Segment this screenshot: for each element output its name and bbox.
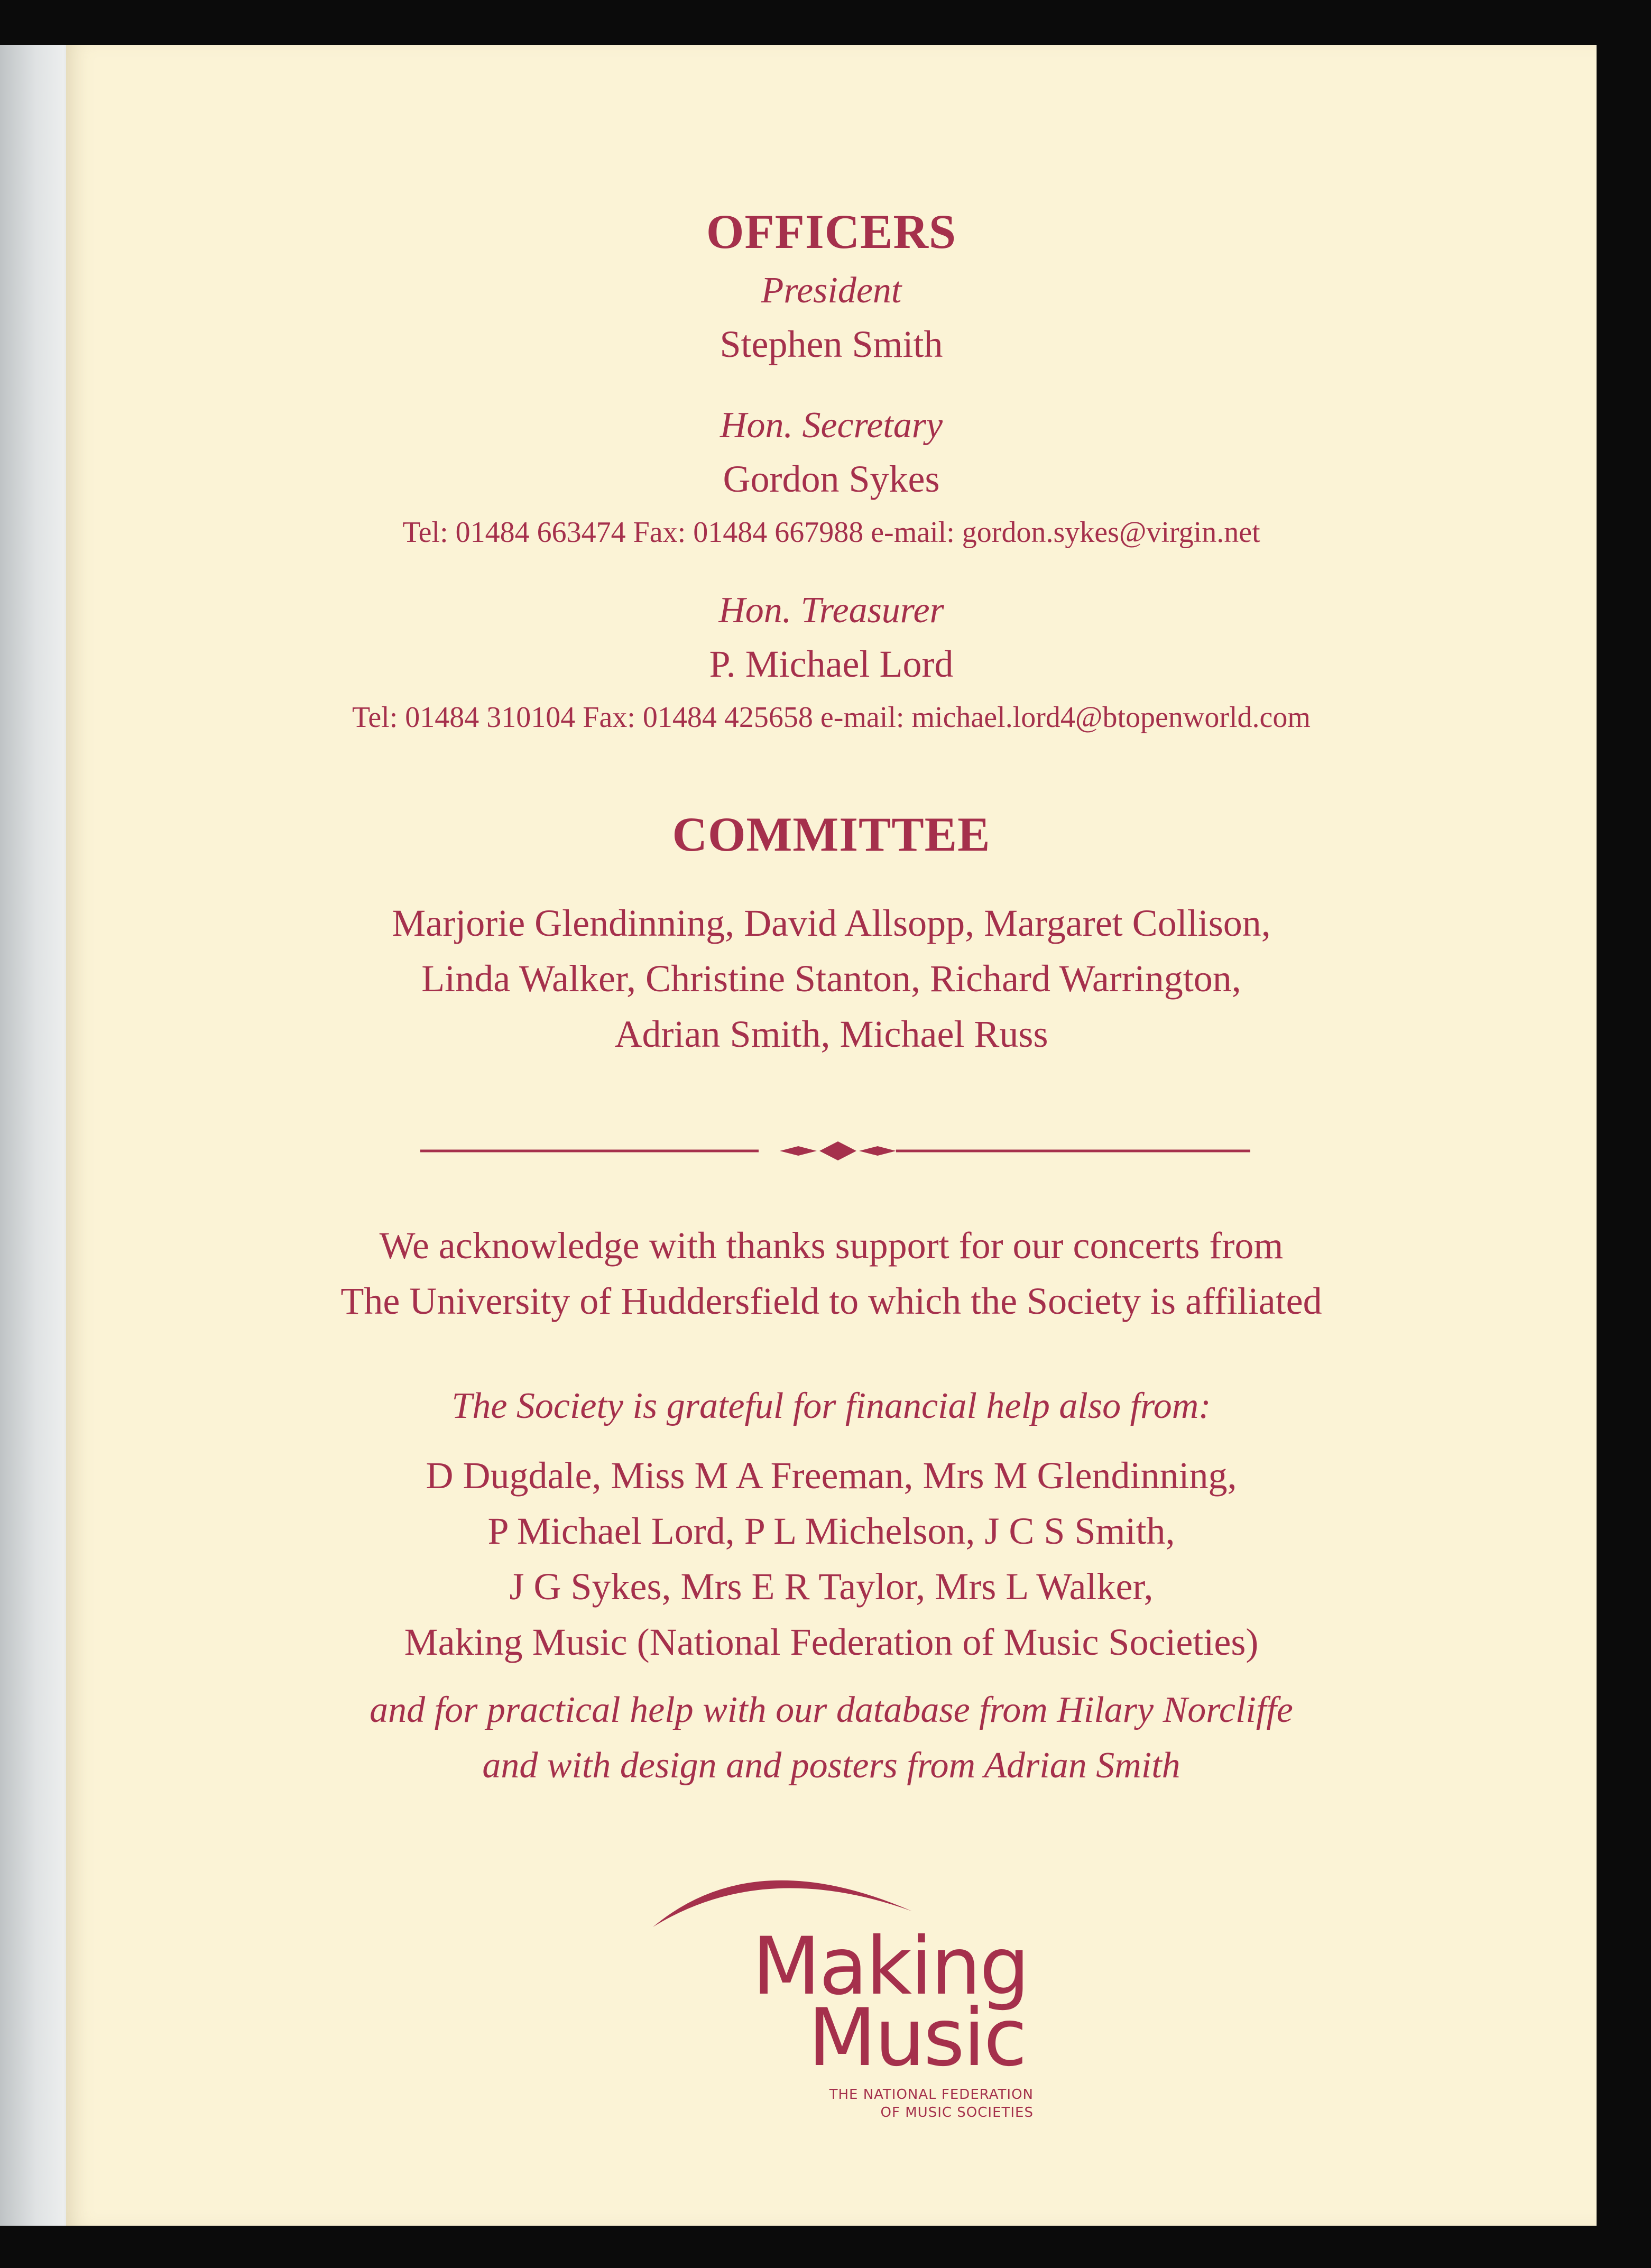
financial-help-intro: The Society is grateful for financial help also from: bbox=[451, 1386, 1211, 1426]
secretary-name: Gordon Sykes bbox=[723, 458, 940, 500]
committee-heading: COMMITTEE bbox=[672, 807, 991, 861]
ornamental-divider bbox=[420, 1140, 1319, 1161]
officers-heading: OFFICERS bbox=[706, 205, 957, 259]
logo-word-making: Making bbox=[752, 1921, 1028, 2013]
practical-help-line: and with design and posters from Adrian Smith bbox=[482, 1745, 1180, 1786]
secretary-contact: Tel: 01484 663474 Fax: 01484 667988 e-mail: gordon.sykes@virgin.net bbox=[402, 516, 1260, 549]
secretary-role: Hon. Secretary bbox=[720, 405, 943, 446]
committee-line: Adrian Smith, Michael Russ bbox=[614, 1013, 1048, 1055]
treasurer-role: Hon. Treasurer bbox=[718, 590, 944, 631]
treasurer-contact: Tel: 01484 310104 Fax: 01484 425658 e-mail: michael.lord4@btopenworld.com bbox=[352, 701, 1311, 734]
donor-line: D Dugdale, Miss M A Freeman, Mrs M Glendinning, bbox=[426, 1454, 1237, 1497]
donor-line: Making Music (National Federation of Music Societies) bbox=[404, 1621, 1259, 1663]
treasurer-name: P. Michael Lord bbox=[709, 643, 954, 685]
donor-line: J G Sykes, Mrs E R Taylor, Mrs L Walker, bbox=[509, 1565, 1154, 1608]
practical-help-line: and for practical help with our database from Hilary Norcliffe bbox=[370, 1690, 1293, 1730]
acknowledgement-line: The University of Huddersfield to which the Society is affiliated bbox=[340, 1280, 1322, 1322]
committee-line: Linda Walker, Christine Stanton, Richard Warrington, bbox=[421, 957, 1241, 1000]
committee-line: Marjorie Glendinning, David Allsopp, Margaret Collison, bbox=[392, 902, 1271, 944]
logo-subtitle-line: OF MUSIC SOCIETIES bbox=[880, 2105, 1034, 2121]
logo-subtitle-line: THE NATIONAL FEDERATION bbox=[829, 2087, 1034, 2103]
president-role: President bbox=[761, 270, 902, 311]
donor-line: P Michael Lord, P L Michelson, J C S Smith, bbox=[487, 1510, 1175, 1552]
logo-word-music: Music bbox=[808, 1992, 1026, 2084]
president-name: Stephen Smith bbox=[720, 323, 943, 365]
acknowledgement-line: We acknowledge with thanks support for our concerts from bbox=[379, 1224, 1284, 1267]
programme-page bbox=[66, 45, 1597, 2226]
page-content bbox=[66, 45, 1597, 2226]
making-music-logo bbox=[637, 1853, 1049, 2181]
